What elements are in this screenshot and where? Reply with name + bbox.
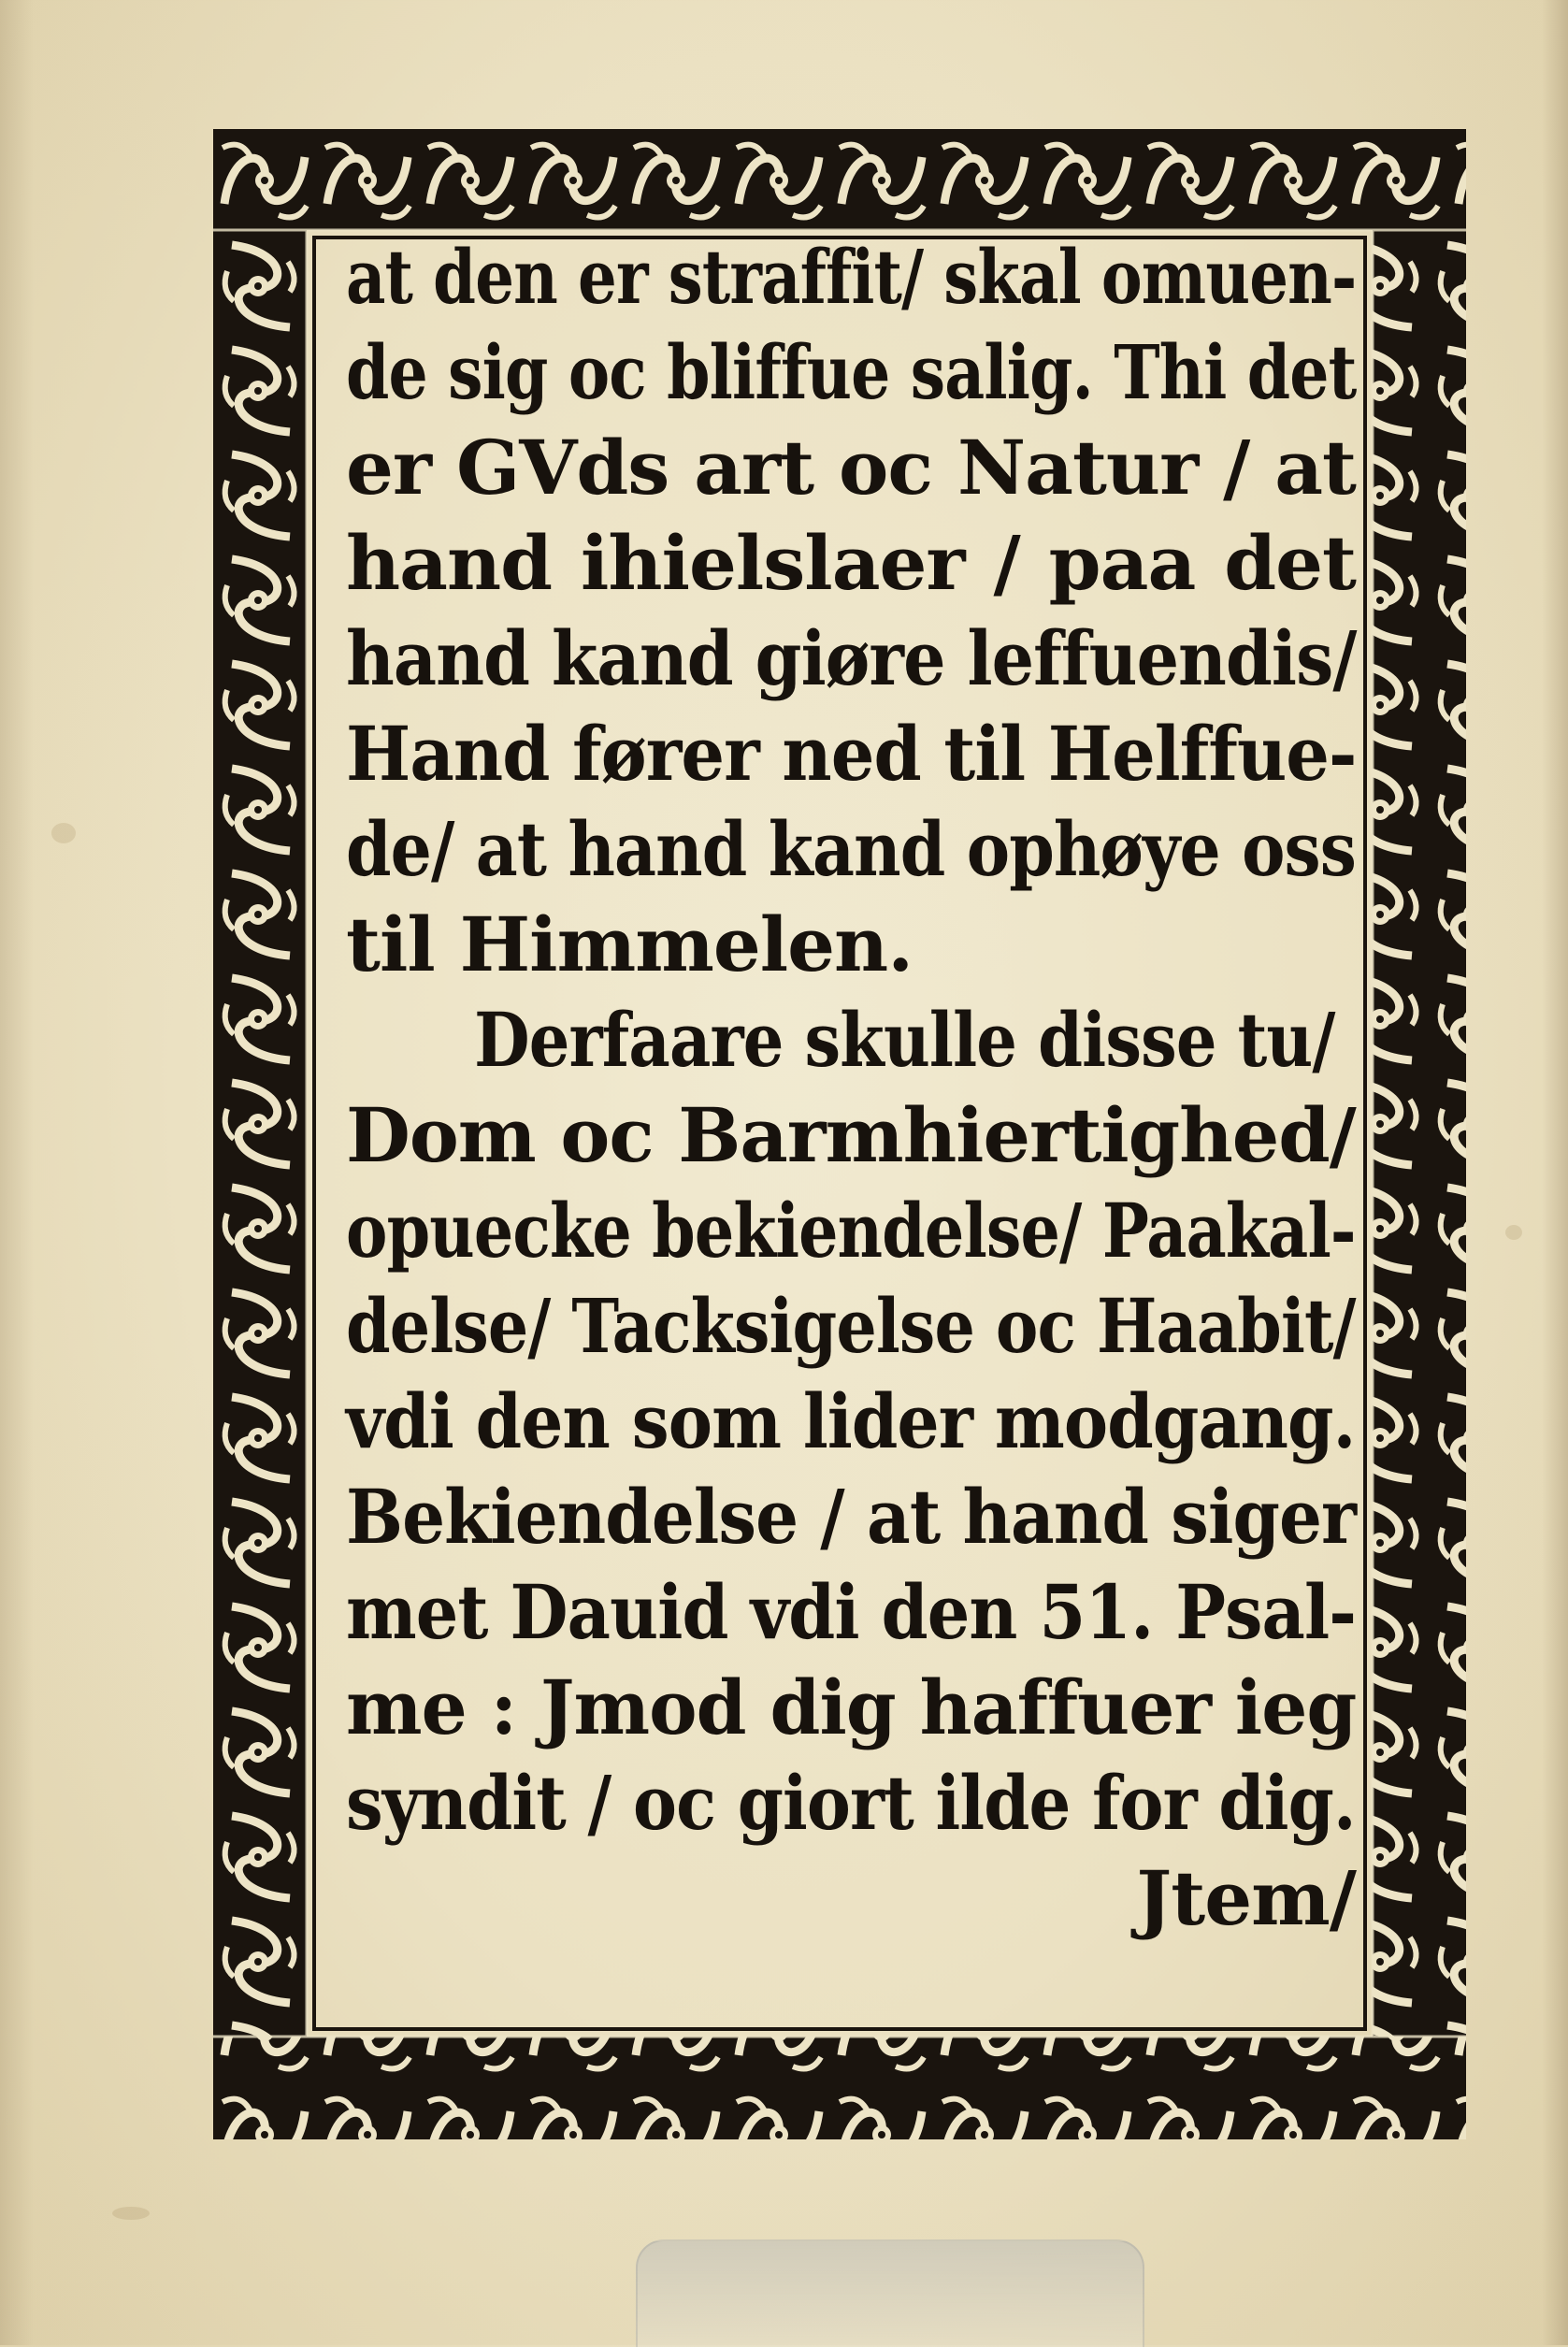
text-line: delse/ Tacksigelse oc Haabit/ [346,1282,1356,1370]
text-line: de sig oc bliffue salig. Thi det [346,328,1357,416]
text-line: me : Jmod dig haffuer ieg [346,1663,1357,1751]
text-line: hand kand giøre leffuendis/ [346,614,1357,702]
text-line: met Dauid vdi den 51. Psal- [346,1568,1357,1656]
paper-stain [1505,1225,1522,1240]
paper-stain [112,2207,150,2220]
paper-stain [51,823,76,843]
text-line: opuecke bekiendelse/ Paakal- [346,1187,1356,1274]
book-stand [636,2239,1144,2347]
text-line: Bekiendelse / at hand siger [346,1473,1357,1561]
text-line: til Himmelen. [346,900,913,988]
text-line: er GVds art oc Natur / at [346,424,1356,511]
text-line: hand ihielslaer / paa det [346,519,1356,607]
page-edge-shadow-left [0,0,34,2345]
text-line: de/ at hand kand ophøye oss [346,805,1356,893]
text-line: Hand fører ned til Helffue- [346,710,1357,798]
page-text-block [346,230,1356,2007]
text-line: vdi den som lider modgang. [346,1377,1356,1465]
page-edge-shadow-right [1542,0,1568,2345]
text-line: Dom oc Barmhiertighed/ [346,1091,1356,1179]
text-line: syndit / oc giort ilde for dig. [346,1759,1356,1847]
text-line: Derfaare skulle disse tu/ [474,996,1335,1084]
text-line: at den er straffit/ skal omuen- [346,233,1357,321]
catchword: Jtem/ [1136,1854,1356,1942]
